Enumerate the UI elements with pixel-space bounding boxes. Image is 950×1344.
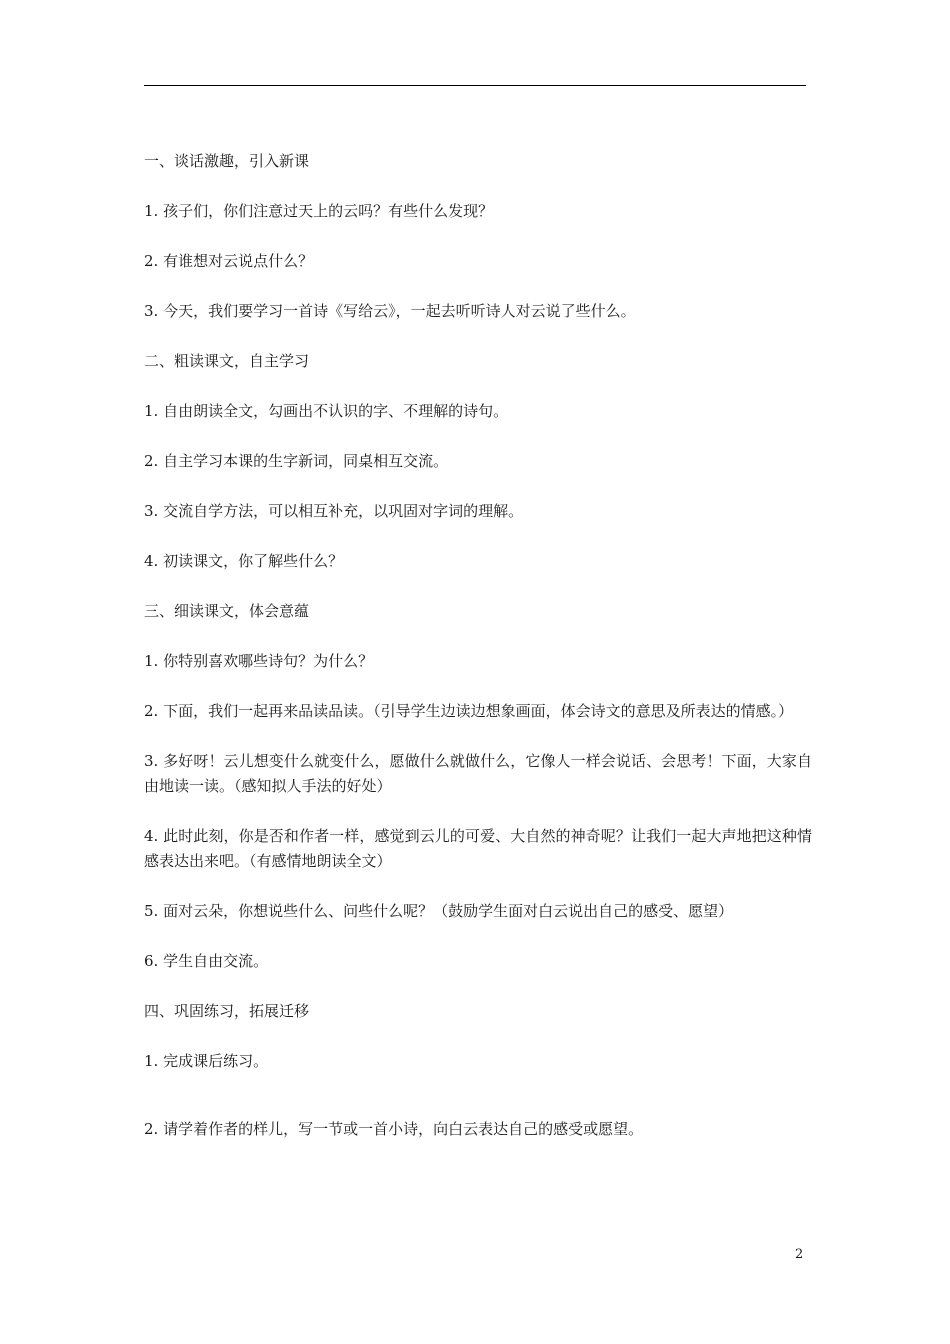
list-item: 2. 请学着作者的样儿，写一节或一首小诗，向白云表达自己的感受或愿望。 bbox=[144, 1120, 644, 1138]
section-heading-4: 四、巩固练习，拓展迁移 bbox=[144, 1002, 310, 1020]
list-item: 2. 有谁想对云说点什么？ bbox=[144, 252, 314, 270]
section-heading-2: 二、粗读课文，自主学习 bbox=[144, 352, 310, 370]
list-item: 2. 自主学习本课的生字新词，同桌相互交流。 bbox=[144, 452, 449, 470]
list-item: 6. 学生自由交流。 bbox=[144, 952, 269, 970]
list-item: 1. 完成课后练习。 bbox=[144, 1052, 269, 1070]
list-item: 4. 初读课文，你了解些什么？ bbox=[144, 552, 344, 570]
list-item: 2. 下面，我们一起再来品读品读。（引导学生边读边想象画面，体会诗文的意思及所表达的情感。） bbox=[144, 702, 794, 720]
section-heading-3: 三、细读课文，体会意蕴 bbox=[144, 602, 310, 620]
document-body bbox=[144, 149, 812, 1167]
list-item: 3. 多好呀！云儿想变什么就变什么，愿做什么就做什么，它像人一样会说话、会思考！下面，大家自由地读一读。（感知拟人手法的好处） bbox=[144, 752, 812, 795]
list-item: 1. 自由朗读全文，勾画出不认识的字、不理解的诗句。 bbox=[144, 402, 509, 420]
list-item: 3. 交流自学方法，可以相互补充，以巩固对字词的理解。 bbox=[144, 502, 524, 520]
list-item: 4. 此时此刻，你是否和作者一样，感觉到云儿的可爱、大自然的神奇呢？让我们一起大声地把这种情感表达出来吧。（有感情地朗读全文） bbox=[144, 827, 812, 870]
list-item: 3. 今天，我们要学习一首诗《写给云》，一起去听听诗人对云说了些什么。 bbox=[144, 302, 636, 320]
header-rule bbox=[144, 85, 806, 86]
list-item: 1. 你特别喜欢哪些诗句？为什么？ bbox=[144, 652, 374, 670]
list-item: 1. 孩子们，你们注意过天上的云吗？有些什么发现？ bbox=[144, 202, 494, 220]
section-heading-1: 一、谈话激趣，引入新课 bbox=[144, 152, 310, 170]
list-item: 5. 面对云朵，你想说些什么、问些什么呢？（鼓励学生面对白云说出自己的感受、愿望） bbox=[144, 902, 734, 920]
page-number: 2 bbox=[795, 1247, 804, 1262]
